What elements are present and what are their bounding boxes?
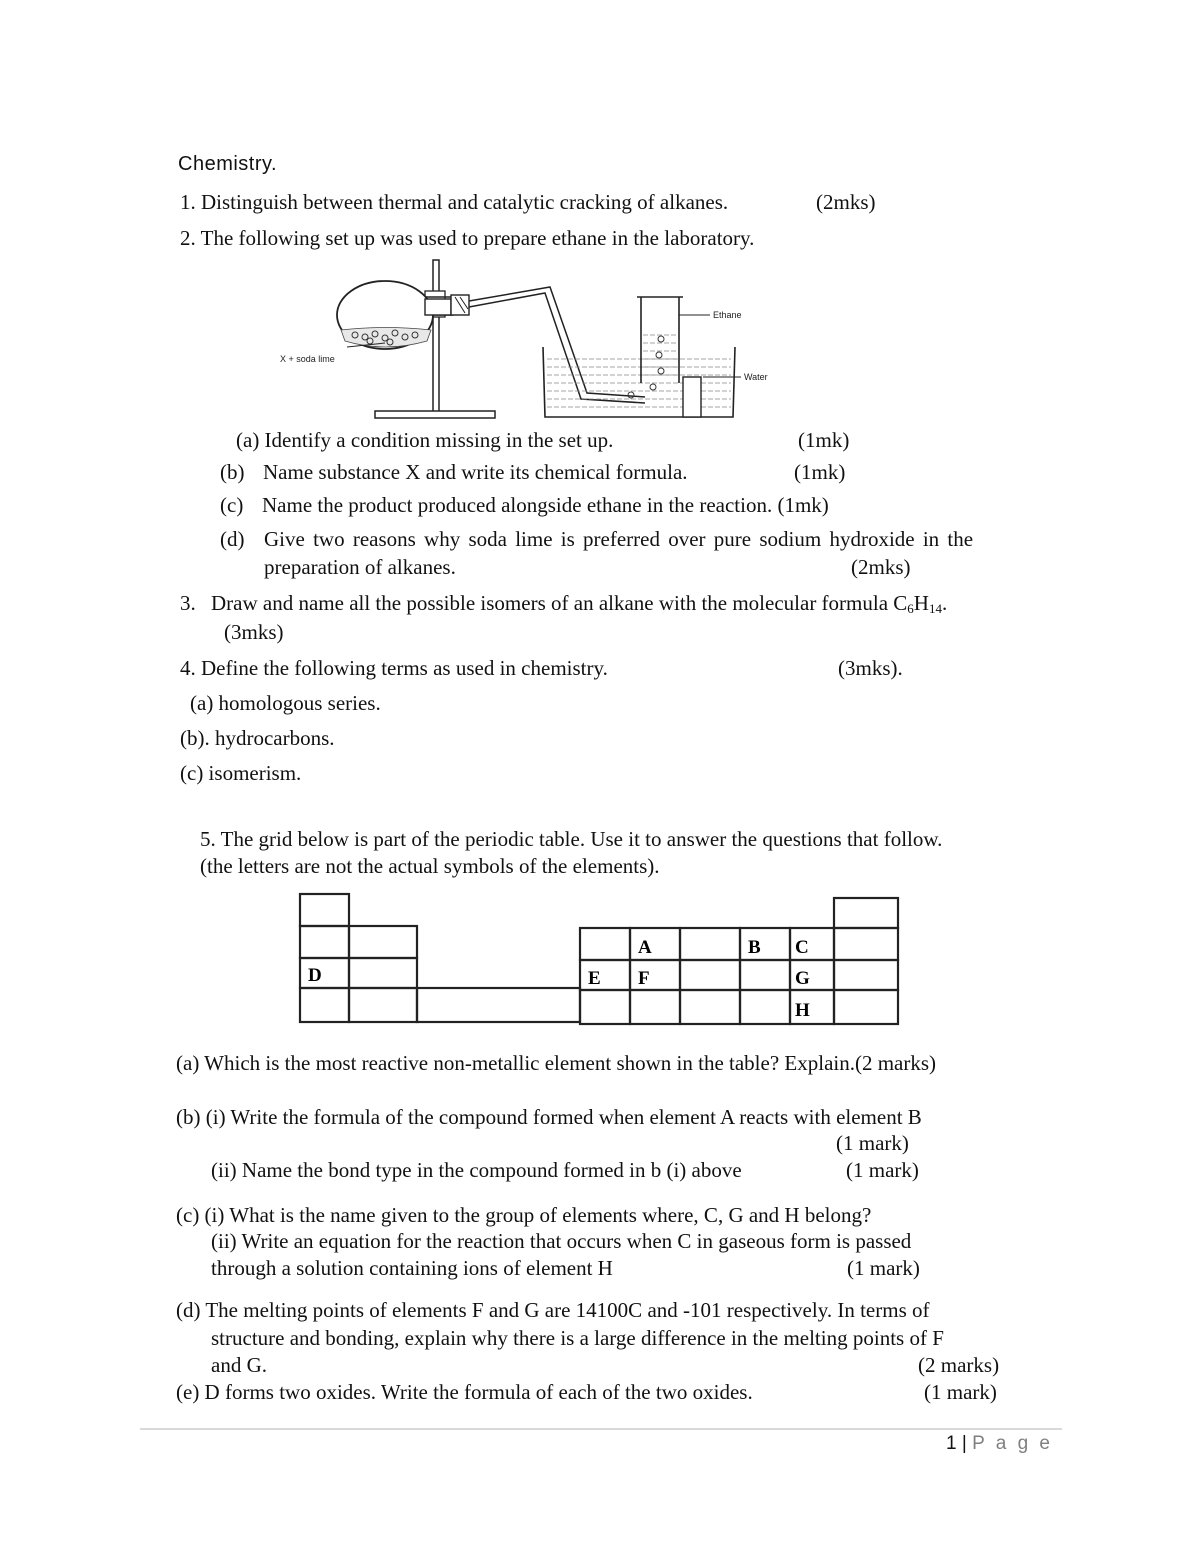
question-2b: Name substance X and write its chemical formula.: [263, 460, 688, 484]
water-trough: [543, 347, 735, 417]
question-2b-num: (b): [220, 460, 245, 484]
ptable-cell-r2c13: [580, 928, 630, 960]
question-2a: (a) Identify a condition missing in the set up.: [236, 428, 614, 452]
question-5c-i: (c) (i) What is the name given to the group of elements where, C, G and H belong?: [176, 1203, 872, 1227]
question-5b-i-marks: (1 mark): [836, 1131, 909, 1155]
question-3: [211, 590, 947, 616]
ethane-label: Ethane: [713, 310, 742, 320]
question-4c: (c) isomerism.: [180, 761, 302, 785]
question-5d-line2: structure and bonding, explain why there is a large difference in the melting points of F: [211, 1326, 944, 1350]
footer-rule: [140, 1428, 1062, 1430]
ptable-cell-r4c13: [580, 990, 630, 1024]
page-number: 1: [946, 1433, 957, 1454]
question-4: 4. Define the following terms as used in chemistry.: [180, 656, 608, 680]
retort-stand-rod: [433, 260, 439, 415]
periodic-table-grid: [298, 890, 902, 1030]
letter-H: H: [795, 1000, 810, 1021]
letter-E: E: [588, 968, 601, 989]
ptable-cell-r4c15: [680, 990, 740, 1024]
ptable-cell-r1c1: [300, 894, 349, 926]
question-5d-marks: (2 marks): [918, 1353, 1000, 1377]
question-4-marks: (3mks).: [838, 656, 903, 680]
question-5c-ii-marks: (1 mark): [847, 1256, 920, 1280]
ptable-cell-r4c18: [834, 990, 898, 1024]
round-bottom-flask: [337, 281, 469, 349]
question-1: 1. Distinguish between thermal and catalytic cracking of alkanes.: [180, 190, 729, 214]
ptable-cell-r3c2: [349, 958, 417, 988]
question-2d-num: (d): [220, 527, 245, 551]
letter-B: B: [748, 937, 761, 958]
ptable-cell-r4c14: [630, 990, 680, 1024]
beehive-shelf: [683, 377, 701, 417]
question-5a: (a) Which is the most reactive non-metallic element shown in the table? Explain.(2 marks): [176, 1051, 937, 1075]
question-5c-ii-line1: (ii) Write an equation for the reaction that occurs when C in gaseous form is passed: [211, 1229, 912, 1253]
letter-C: C: [795, 937, 809, 958]
question-2: 2. The following set up was used to prepare ethane in the laboratory.: [180, 226, 755, 250]
question-5b-ii-marks: (1 mark): [846, 1158, 919, 1182]
question-5-line2: (the letters are not the actual symbols of the elements).: [200, 854, 660, 878]
page-footer: [946, 1433, 1053, 1455]
letter-F: F: [638, 968, 650, 989]
question-5c-ii-line2: through a solution containing ions of element H: [211, 1256, 613, 1280]
question-2d-line1: Give two reasons why soda lime is preferred over pure sodium hydroxide in the: [264, 527, 974, 551]
page-title: Chemistry.: [178, 153, 278, 175]
question-5b-ii: (ii) Name the bond type in the compound formed in b (i) above: [211, 1158, 742, 1182]
ptable-cell-r2c18: [834, 928, 898, 960]
letter-A: A: [638, 937, 652, 958]
question-3-marks: (3mks): [224, 620, 284, 644]
page-word: P a g e: [972, 1433, 1053, 1454]
ptable-cell-r4c16: [740, 990, 790, 1024]
delivery-tube: [469, 287, 645, 403]
ptable-cell-r2c1: [300, 926, 349, 958]
question-2d-marks: (2mks): [851, 555, 911, 579]
ptable-cell-r3c18: [834, 960, 898, 990]
ptable-cell-r4c1: [300, 988, 349, 1022]
question-5e: (e) D forms two oxides. Write the formula of each of the two oxides.: [176, 1380, 753, 1404]
question-4a: (a) homologous series.: [190, 691, 381, 715]
ptable-cell-r2c2: [349, 926, 417, 958]
question-5b-i: (b) (i) Write the formula of the compound formed when element A reacts with element B: [176, 1105, 922, 1129]
water-label: Water: [744, 372, 768, 382]
question-2b-marks: (1mk): [794, 460, 846, 484]
ptable-cell-r3c15: [680, 960, 740, 990]
retort-stand-base: [375, 411, 495, 418]
question-2d-line2: preparation of alkanes.: [264, 555, 456, 579]
question-3-num: 3.: [180, 591, 196, 615]
ptable-cell-r3c16: [740, 960, 790, 990]
question-3-sub-c: 6: [907, 601, 914, 616]
question-5e-marks: (1 mark): [924, 1380, 997, 1404]
question-2a-marks: (1mk): [798, 428, 850, 452]
ethane-apparatus-diagram: [275, 255, 795, 425]
ptable-transition-block: [417, 988, 580, 1022]
question-2c: Name the product produced alongside ethane in the reaction. (1mk): [262, 493, 829, 517]
question-3-h: H: [913, 591, 929, 615]
question-5d-line1: (d) The melting points of elements F and G are 14100C and -101 respectively. In terms of: [176, 1298, 930, 1322]
letter-D: D: [308, 965, 322, 986]
question-3-text: Draw and name all the possible isomers of an alkane with the molecular formula C: [211, 591, 908, 615]
question-3-sub-h: 14: [928, 601, 942, 616]
question-1-marks: (2mks): [816, 190, 876, 214]
question-5-line1: 5. The grid below is part of the periodic table. Use it to answer the questions that follow.: [200, 827, 943, 851]
question-2c-num: (c): [220, 493, 244, 517]
ptable-cell-r4c2: [349, 988, 417, 1022]
question-3-end: .: [941, 591, 948, 615]
ptable-cell-r2c15: [680, 928, 740, 960]
question-4b: (b). hydrocarbons.: [180, 726, 335, 750]
letter-G: G: [795, 968, 810, 989]
footer-separator: |: [961, 1433, 967, 1454]
question-5d-line3: and G.: [211, 1353, 267, 1377]
x-soda-lime-label: X + soda lime: [280, 354, 335, 364]
ptable-cell-r1c18: [834, 898, 898, 928]
